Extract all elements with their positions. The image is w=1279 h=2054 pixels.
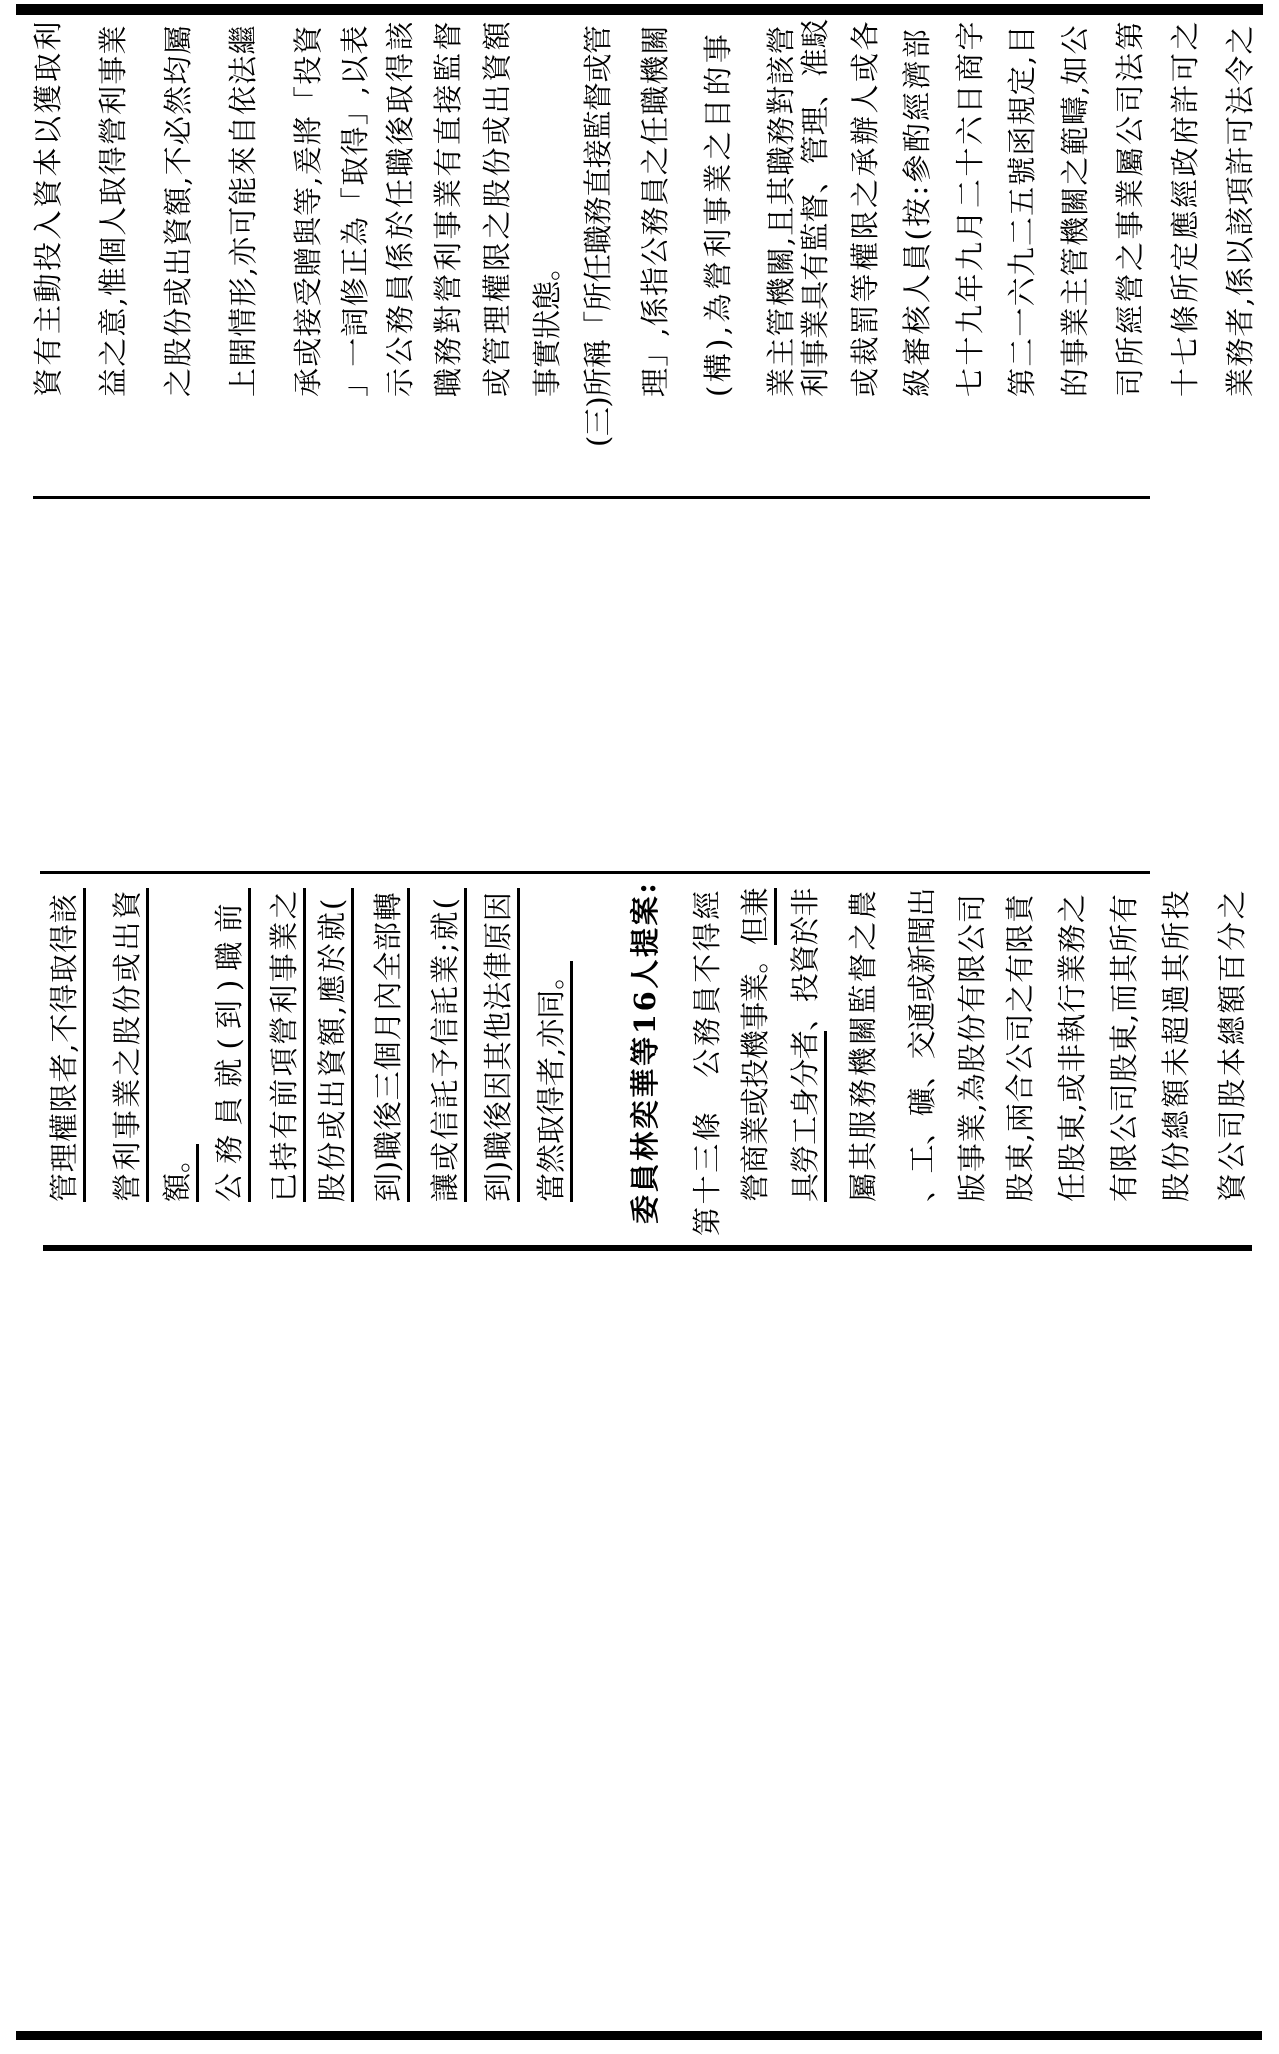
text-segment: 第十三條 公務員不得經: [690, 887, 724, 1236]
text-segment: 資有主動投入資本以獲取利: [31, 18, 65, 397]
committee-proposal-header: [628, 880, 662, 1224]
text-segment: 職務對營利事業有直接監督: [431, 18, 465, 397]
text-segment: 示公務員係於任職後取得該: [383, 18, 417, 397]
text-line: [798, 19, 832, 397]
text-segment: 或裁罰等權限之承辦人或各: [848, 18, 882, 397]
text-segment: 上開情形,亦可能來自依法繼: [226, 24, 260, 397]
text-line: [1159, 888, 1193, 1202]
text-line: [371, 888, 410, 1202]
text-line: [291, 19, 325, 397]
text-line: [530, 252, 564, 397]
table-rule-col-divider-3: [33, 496, 1150, 499]
text-line: [690, 888, 724, 1236]
text-line: [1055, 888, 1089, 1202]
underlined-text-segment: 讓或信託予信託業;就(: [428, 895, 462, 1202]
underlined-text-segment: 已持有前項營利事業之: [267, 887, 301, 1202]
table-rule-col-divider-1: [43, 1245, 1252, 1251]
text-segment: 益之意,惟個人取得營利事業: [96, 24, 130, 397]
text-line: [1107, 888, 1141, 1202]
table-border-left-thick: [16, 2031, 1262, 2040]
text-segment: 版事業,為股份有限公司: [955, 893, 989, 1202]
text-segment: 、工、礦、交通或新聞出: [905, 887, 939, 1202]
underlined-text-segment: 管理權限者,不得取得該: [47, 893, 81, 1202]
text-segment: 營商業或投機事業。: [738, 945, 772, 1202]
text-segment: 利事業具有監督、管理、准駁: [798, 18, 832, 397]
text-line: [738, 888, 772, 1202]
text-line: [955, 888, 989, 1202]
text-line: [905, 888, 939, 1202]
text-segment: 司所經營之事業屬公司法第: [1113, 18, 1147, 397]
text-segment: 資公司股本總額百分之: [1215, 887, 1249, 1202]
text-line: [226, 19, 260, 397]
text-line: [431, 19, 465, 397]
text-segment: 委員林奕華等16人提案:: [628, 880, 662, 1224]
text-segment: 有限公司股東,而其所有: [1107, 893, 1141, 1202]
text-segment: (構),為營利事業之目的事: [701, 30, 735, 397]
text-line: [315, 888, 354, 1202]
text-segment: 十七條所定應經政府許可之: [1168, 18, 1202, 397]
text-line: [764, 19, 798, 397]
text-line: [581, 19, 615, 447]
underlined-text-segment: 到)職後三個月內全部轉: [371, 891, 405, 1202]
table-rule-col-divider-2: [40, 871, 1150, 874]
text-segment: 七十九年九月二十六日商字: [953, 18, 987, 397]
text-segment: 屬其服務機關監督之農: [846, 887, 880, 1202]
text-segment: 業主管機關,且其職務對該營: [764, 24, 798, 397]
text-line: [534, 961, 573, 1202]
underlined-text-segment: 當然取得者,亦同。: [534, 960, 568, 1202]
text-segment: 或管理權限之股份或出資額: [480, 18, 514, 397]
underlined-text-segment: 股份或出資額,應於就(: [315, 896, 349, 1202]
text-line: [481, 888, 520, 1202]
text-segment: 第二一六九二五號函規定,目: [1005, 24, 1039, 397]
text-line: [1168, 19, 1202, 397]
text-segment: 業務者,係以該項許可法令之: [1223, 24, 1257, 397]
text-line: [1058, 19, 1092, 397]
text-line: [953, 19, 987, 397]
text-line: [480, 19, 514, 397]
underlined-text-segment: 額。: [160, 1143, 194, 1202]
text-line: [161, 19, 195, 397]
text-line: [428, 888, 467, 1202]
text-line: [47, 888, 86, 1202]
text-line: [212, 888, 251, 1202]
text-line: [788, 888, 822, 1202]
underlined-text-segment: 公務員就(到)職前: [212, 894, 246, 1202]
text-line: [846, 888, 880, 1202]
text-segment: 級審核人員(按:參酌經濟部: [900, 26, 934, 397]
underlined-text-segment: 具勞工身分者: [788, 1031, 827, 1202]
text-segment: 的事業主管機關之範疇,如公: [1058, 24, 1092, 397]
text-line: [1003, 888, 1037, 1202]
text-line: [160, 1144, 199, 1202]
text-line: [1113, 19, 1147, 397]
text-segment: 股東,兩合公司之有限責: [1003, 893, 1037, 1202]
text-segment: 理」,係指公務員之任職機關: [638, 24, 672, 397]
table-border-right-thick: [16, 4, 1263, 15]
text-line: [848, 19, 882, 397]
text-line: [638, 19, 672, 397]
text-segment: (三)所稱「所任職務直接監督或管: [581, 25, 615, 447]
text-line: [1223, 19, 1257, 397]
text-segment: 任股東,或非執行業務之: [1055, 893, 1089, 1202]
text-line: [267, 888, 306, 1202]
text-segment: 承或接受贈與等,爰將「投資: [291, 24, 325, 397]
underlined-text-segment: 但兼: [738, 888, 777, 945]
text-segment: 」一詞修正為「取得」,以表: [338, 24, 372, 397]
text-line: [1005, 19, 1039, 397]
underlined-text-segment: 營利事業之股份或出資: [110, 887, 144, 1202]
text-line: [31, 19, 65, 397]
underlined-text-segment: 到)職後因其他法律原因: [481, 891, 515, 1202]
text-line: [96, 19, 130, 397]
text-segment: 之股份或出資額,不必然均屬: [161, 24, 195, 397]
text-line: [110, 888, 149, 1202]
text-line: [900, 19, 934, 397]
text-line: [383, 19, 417, 397]
text-segment: 、投資於非: [788, 887, 822, 1031]
text-line: [701, 19, 735, 397]
text-line: [338, 19, 372, 397]
text-line: [1215, 888, 1249, 1202]
text-segment: 事實狀態。: [530, 251, 564, 397]
text-segment: 股份總額未超過其所投: [1159, 887, 1193, 1202]
